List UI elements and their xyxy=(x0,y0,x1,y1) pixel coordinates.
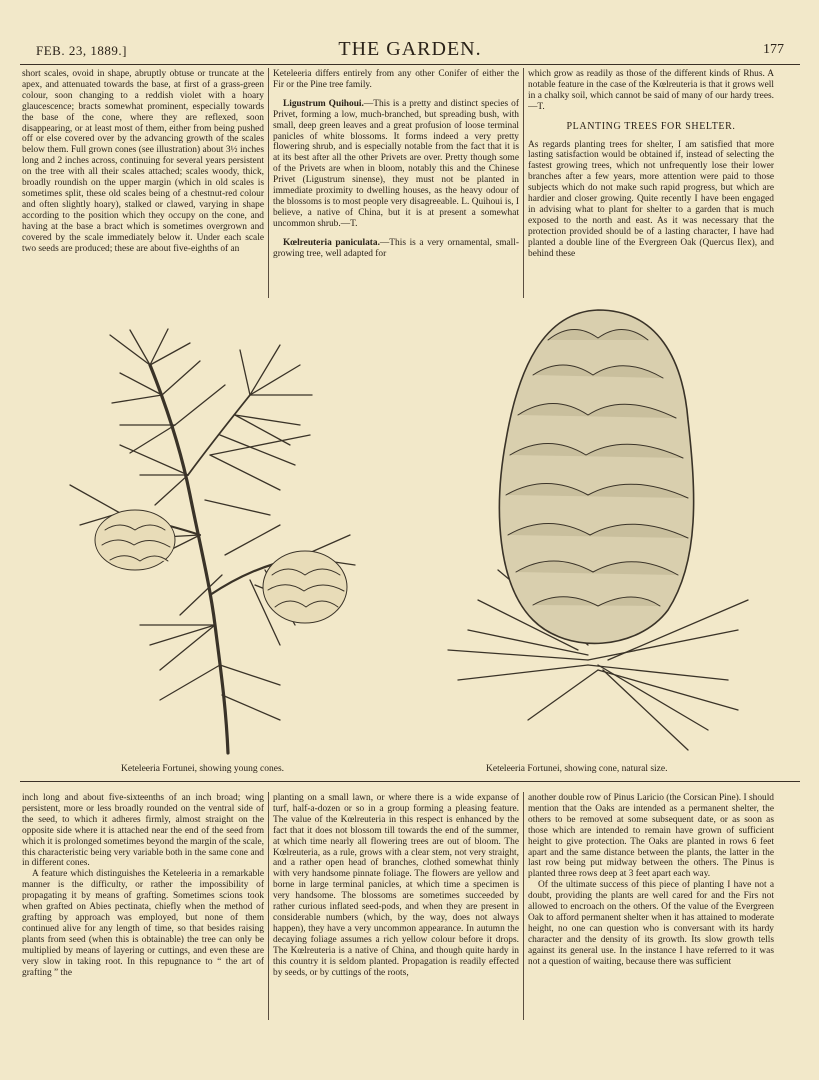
column-divider xyxy=(268,68,269,298)
top-column-2 xyxy=(273,69,519,297)
top-column-1 xyxy=(22,69,264,297)
bottom-column-3 xyxy=(528,793,774,1023)
bottom-col3-p1: another double row of Pinus Laricio (the Corsican Pine). I should mention that the Oaks are intended as a permanent shelter, the others to be removed at some subsequent date, or as soon as those which are intended to remain have grown of sufficient height to give protection. The Oaks are planted in rows 6 feet apart and the same distance between the plants, the latter in the last row being put midway between the others. The Pinus is planted three rows deep at 3 feet apart each way. xyxy=(528,793,774,880)
issue-date: FEB. 23, 1889.] xyxy=(36,43,127,58)
left-figure-caption: Keteleeria Fortunei, showing young cones. xyxy=(121,764,285,774)
header-rule xyxy=(20,64,800,65)
caption-rule xyxy=(20,781,800,782)
koelreuteria-body: —This is a very ornamental, small-growing tree, well adapted for xyxy=(273,237,519,259)
column-divider xyxy=(523,68,524,298)
top-col1-text: short scales, ovoid in shape, abruptly obtuse or truncate at the apex, and attenuated towards the base, at first of a grass-green colour, soon changing to a reddish violet with a hoary glaucescence; bracts somewhat prominent, especially towards the base of the cone, where they are reflexed, soon disappearing, or at least most of them, either from being pushed off or else covered over by the advancing growth of the scales below them. Full grown cones (see illustration) about 3½ inches long and 2 inches across, continuing for several years persistent on the tree with all their scales attached; scales woody, thick, broadly roundish on the upper margin (which in old scales is sometimes split, these old scales being of a chestnut-red colour and often slightly hoary), stalked or clawed, varying in shape according to the position which they occupy on the cone, and having at the base a bract which is sometimes overgrown and covered by the scale immediately below it. Under each scale two seeds are produced; these are about five-eighths of an xyxy=(22,69,264,254)
bottom-column-2 xyxy=(273,793,519,1023)
bottom-col3-p2: Of the ultimate success of this piece of planting I have not a doubt, providing the plants are well cared for and the Firs not allowed to encroach on the others. Of the value of the Evergreen Oak to afford permanent shelter when it has attained to moderate height, no one can question who is conversant with its hardy character and the density of its growth. Its slow growth tells against its general use. In the instance I have referred to it was not a question of waiting, because there was sufficient xyxy=(528,880,774,967)
bottom-col2-text: planting on a small lawn, or where there is a wide expanse of turf, half-a-dozen or so in a group forming a pleasing feature. The value of the Kœlreuteria in this respect is enhanced by the fact that it does not blossom till towards the end of the summer, at which time nearly all flowering trees are out of bloom. The Kœlreuteria, as a rule, grows with a clear stem, not very straight, and a rather open head of branches, clothed somewhat thinly with very handsome pinnate foliage. The flowers are yellow and borne in large terminal panicles, at which time a specimen is very handsome. The blossoms are sometimes succeeded by rather curious inflated seed-pods, and when they are present in considerable numbers (which, by the way, does not always happen), they have a very uncommon appearance. In autumn the decaying foliage assumes a rich yellow colour before it drops. The Kœlreuteria is a native of China, and though quite hardy in this country it is seldom planted. Propagation is readily effected by seeds, or by cuttings of the roots, xyxy=(273,793,519,978)
ligustrum-title: Ligustrum Quihoui. xyxy=(283,98,364,109)
column-divider xyxy=(268,792,269,1020)
page-number: 177 xyxy=(763,42,784,57)
top-col2-intro: Keteleeria differs entirely from any other Conifer of either the Fir or the Pine tree family. xyxy=(273,69,519,90)
top-column-3 xyxy=(528,69,774,297)
cone-natural-size-illustration xyxy=(438,300,760,760)
right-figure-caption: Keteleeria Fortunei, showing cone, natural size. xyxy=(486,764,668,774)
bottom-column-1 xyxy=(22,793,264,1023)
top-col3-intro: which grow as readily as those of the different kinds of Rhus. A notable feature in the case of the Kœlreuteria is that it grows well in a chalky soil, which cannot be said of many of our hardy trees.—T. xyxy=(528,69,774,112)
top-col3-body: As regards planting trees for shelter, I am satisfied that more lasting satisfaction would be obtained if, instead of selecting the fastest growing trees, which not unfrequently lose their lower branches after a few years, more attention were paid to those subjects which do not make such rapid progress, but which are hardier and closer growing. Quite recently I have been engaged in advising what to plant for shelter to a garden that is much exposed to the north and east. As it was necessary that the protection provided should be of a lasting character, I have had planted a double line of the Evergreen Oak (Quercus Ilex), and behind these xyxy=(528,139,774,259)
ligustrum-body: —This is a pretty and distinct species of Privet, forming a low, much-branched, but spreading bush, with small, deep green leaves and a great profusion of loose terminal panicles of white blossoms. It forms indeed a very pretty flowering shrub, and is especially notable from the fact that it is at its best after all the other Privets are over. Pretty though some of the Privets are when in bloom, notably this and the Chinese Privet (Ligustrum sinense), they must not be planted in immediate proximity to dwelling houses, as the heavy odour of the blossoms is to most people very disagreeable. L. Quihoui is, I believe, a native of China, but it is at present a somewhat uncommon shrub.—T. xyxy=(273,98,519,229)
bottom-col1-p2: A feature which distinguishes the Keteleeria in a remarkable manner is the difficulty, or rather the impossibility of propagating it by means of grafting. Sometimes scions took when grafted on Abies pectinata, chiefly when the method of grafting by approach was employed, but none of them continued alive for any length of time, so that besides raising plants from seed (when this is obtainable) the tree can only be multiplied by means of layering or cuttings, and even these are very slow in taking root. In this repugnance to “ the art of grafting ” the xyxy=(22,869,264,978)
column-divider xyxy=(523,792,524,1020)
young-cones-illustration xyxy=(50,325,370,765)
koelreuteria-title: Kœlreuteria paniculata. xyxy=(283,237,380,248)
ligustrum-paragraph xyxy=(273,99,519,230)
section-heading: PLANTING TREES FOR SHELTER. xyxy=(566,120,736,132)
bottom-col1-p1: inch long and about five-sixteenths of an inch broad; wing persistent, more or less broadly rounded on the ventral side of the seed, to which it adheres firmly, almost straight on the opposite side where it is attached near the end of the seed from which it is prolonged sometimes beyond the margin of the scale, this characteristic being very variable both in the same cone and in different cones. xyxy=(22,793,264,869)
koelreuteria-paragraph xyxy=(273,238,519,260)
page-header xyxy=(36,38,784,64)
journal-title: THE GARDEN. xyxy=(338,38,482,60)
